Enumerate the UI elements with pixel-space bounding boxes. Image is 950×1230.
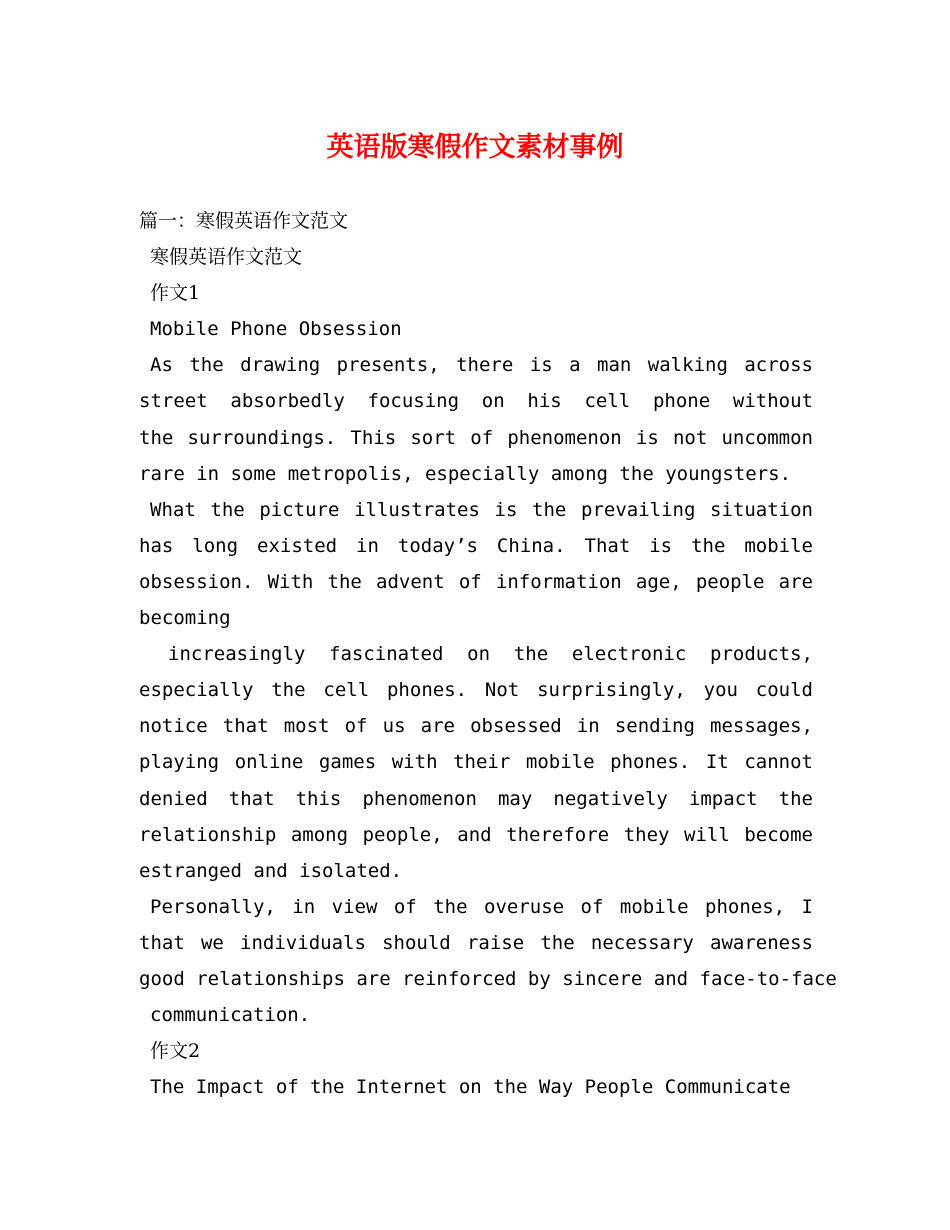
section-heading: 篇一：寒假英语作文范文 bbox=[139, 210, 349, 232]
paragraph-line: playing online games with their mobile phones. It cannot bbox=[139, 751, 813, 774]
essay-title: The Impact of the Internet on the Way People Communicate bbox=[150, 1076, 791, 1099]
paragraph-line: has long existed in today’s China. That is the mobile bbox=[139, 534, 813, 557]
paragraph-line: especially the cell phones. Not surprisingly, you could bbox=[139, 679, 813, 702]
paragraph-line: good relationships are reinforced by sincere and face-to-face bbox=[139, 967, 837, 990]
essay-number: 作文2 bbox=[150, 1040, 201, 1063]
document-body bbox=[139, 203, 837, 1105]
paragraph-line: that we individuals should raise the necessary awareness bbox=[139, 931, 813, 954]
paragraph-line: denied that this phenomenon may negatively impact the bbox=[139, 787, 813, 810]
paragraph-line: becoming bbox=[139, 607, 231, 630]
paragraph-line: Personally, in view of the overuse of mobile phones, I bbox=[150, 895, 813, 918]
paragraph-line: As the drawing presents, there is a man walking across bbox=[150, 354, 813, 377]
paragraph-line: increasingly fascinated on the electronic products, bbox=[168, 643, 813, 666]
paragraph-line: notice that most of us are obsessed in sending messages, bbox=[139, 715, 813, 738]
paragraph-line: the surroundings. This sort of phenomenon is not uncommon bbox=[139, 426, 813, 449]
paragraph-line: estranged and isolated. bbox=[139, 859, 403, 882]
paragraph-line: obsession. With the advent of information age, people are bbox=[139, 570, 813, 593]
essay-title: Mobile Phone Obsession bbox=[150, 318, 402, 341]
paragraph-line: relationship among people, and therefore they will become bbox=[139, 823, 813, 846]
document-title: 英语版寒假作文素材事例 bbox=[326, 132, 624, 163]
paragraph-line: What the picture illustrates is the prevailing situation bbox=[150, 498, 813, 521]
paragraph-line: communication. bbox=[150, 1004, 311, 1027]
essay-collection-title: 寒假英语作文范文 bbox=[150, 246, 303, 269]
essay-number: 作文1 bbox=[150, 282, 201, 305]
paragraph-line: street absorbedly focusing on his cell phone without bbox=[139, 390, 813, 413]
paragraph-line: rare in some metropolis, especially among the youngsters. bbox=[139, 462, 792, 485]
